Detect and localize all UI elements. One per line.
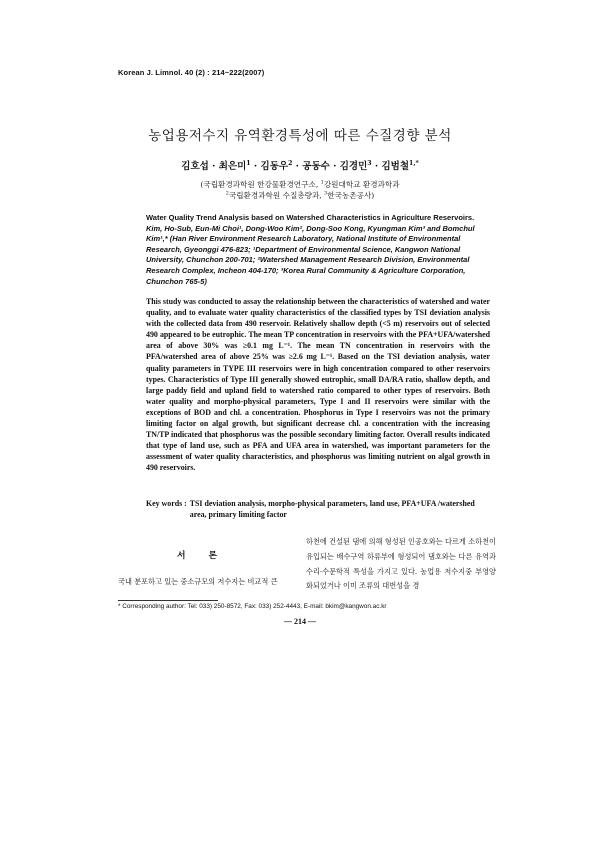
corresponding-author-footnote: * Corresponding author: Tel: 033) 250-8572, Fax: 033) 252-4443, E-mail: bkim@kangwon.ac.kr <box>118 603 387 610</box>
keywords <box>146 498 490 520</box>
english-authors-affiliations: Kim, Ho-Sub, Eun-Mi Choi¹, Dong-Woo Kim², Dong-Soo Kong, Kyungman Kim³ and Bomchul Kim¹,* (Han River Environment Research Laboratory, National Institute of Environmental Research, Gyeonggi 476-823; ¹Department of Environmental Science, Kangwon National University, Chunchon 200-701; ²Watershed Management Research Division, Environmental Research Complex, Incheon 404-170; ³Korea Rural Community & Agriculture Corporation, Chunchon 765-5) <box>146 223 475 286</box>
author-name: 김호섭 <box>181 161 209 172</box>
author-sup: 2 <box>288 159 293 167</box>
author-sup: 1 <box>246 159 251 167</box>
body-text-right-column: 하천에 건설된 댐에 의해 형성된 인공호와는 다르게 소하천이 유입되는 배수구역 하류부에 형성되어 댐호와는 다른 유역과 수리·수문학적 특성을 가지고 있다. 농업용 저수지중 부영양화되었거나 이미 조류의 대번성을 경 <box>306 537 496 591</box>
keywords-label: Key words : <box>146 499 187 508</box>
author-name: · 공동수 · 김경민 <box>295 161 368 172</box>
affiliation-line-1 <box>0 179 600 190</box>
affiliation-text: 한국농촌공사) <box>327 191 375 200</box>
paper-title-korean: 농업용저수지 유역환경특성에 따른 수질경향 분석 <box>148 128 452 144</box>
journal-reference: Korean J. Limnol. 40 (2) : 214~222(2007) <box>118 68 265 77</box>
english-title: Water Quality Trend Analysis based on Watershed Characteristics in Agriculture Reservoirs. <box>146 213 475 222</box>
author-sup: 1,* <box>409 159 419 167</box>
footnote-divider <box>118 600 218 601</box>
section-heading-introduction: 서 론 <box>176 551 228 561</box>
english-title-block <box>146 213 484 287</box>
affiliations-korean <box>0 179 600 201</box>
author-name: · 최은미 <box>212 161 247 172</box>
authors-korean <box>0 158 600 172</box>
body-text-left-column: 국내 분포하고 있는 중소규모의 저수지는 비교적 큰 <box>118 577 278 586</box>
affiliation-text: 강원대학교 환경과학과 <box>323 180 400 189</box>
keywords-text: TSI deviation analysis, morpho-physical parameters, land use, PFA+UFA /watershed area, primary limiting factor <box>189 499 475 520</box>
affiliation-text: (국립환경과학원 한강물환경연구소, <box>200 180 321 189</box>
author-name: · 김범철 <box>374 161 410 172</box>
affiliation-sup: 1 <box>320 179 324 186</box>
affiliation-sup: 3 <box>324 190 328 197</box>
author-name: · 김동우 <box>253 161 289 172</box>
author-sup: 3 <box>367 159 372 167</box>
abstract: This study was conducted to assay the relationship between the characteristics of watershed and water quality, and to evaluate water quality characteristics of the classified types by TSI deviation analysis with the collected data from 490 reservoir. Relatively shallow depth (<5 m) reservoirs out of selected 490 appeared to be eutrophic. The mean TP concentration in reservoirs with the PFA+UFA/watershed area of above 30% was ≥0.1 mg L⁻¹. The mean TN concentration in reservoirs with the PFA/watershed area of above 25% was ≥2.6 mg L⁻¹. Based on the TSI deviation analysis, water quality parameters in TYPE III reservoirs were in high concentration compared to other reservoirs types. Characteristics of Type III generally showed eutrophic, small DA/RA ratio, shallow depth, and large paddy field and upland field to watershed ratio compared to other types of reservoirs. Both water quality and morpho-physical parameters, Type I and II reservoirs were similar with the exceptions of BOD and chl. a concentration. Phosphorus in Type I reservoirs was not the primary limiting factor on algal growth, but significant decrease chl. a concentration with the increasing TN/TP indicated that phosphorus was the possible secondary limiting factor. Overall results indicated that type of land use, such as PFA and UFA area in watershed, was important parameters for the assessment of water quality characteristics, and phosphorus was limiting nutrient on algal growth in 490 reservoirs. <box>146 297 490 473</box>
affiliation-sup: 2 <box>225 190 229 197</box>
affiliation-text: 국립환경과학원 수질총량과, <box>228 191 325 200</box>
page-number: — 214 — <box>284 617 316 626</box>
affiliation-line-2 <box>0 190 600 201</box>
